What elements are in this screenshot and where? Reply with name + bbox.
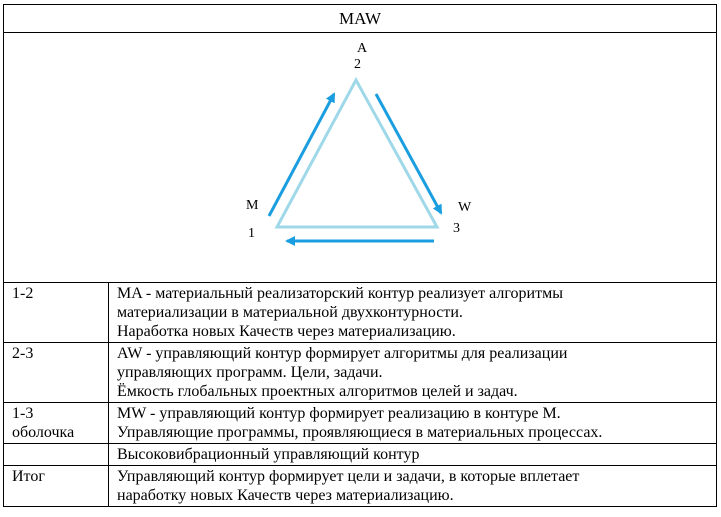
row-description: MA - материальный реализаторский контур реализует алгоритмы материализации в материальной двухконтурности. Наработка новых Качеств через материализацию.: [109, 283, 717, 343]
table-row: [4, 283, 717, 343]
table-row: [4, 466, 717, 507]
table-row: [4, 444, 717, 466]
row-code: Итог: [4, 466, 109, 507]
vertex-w-number: 3: [453, 221, 460, 236]
vertex-a-number: 2: [354, 57, 361, 72]
diagram-title: MAW: [3, 4, 717, 33]
row-description: AW - управляющий контур формирует алгоритмы для реализации управляющих программ. Цели, задачи. Ёмкость глобальных проектных алгоритмов целей и задач.: [109, 343, 717, 403]
row-description: Высоковибрационный управляющий контур: [109, 444, 717, 466]
row-code: 1-3 оболочка: [4, 403, 109, 444]
arrow-a-to-w: [376, 94, 441, 213]
row-description: Управляющий контур формирует цели и задачи, в которые вплетает наработку новых Качеств через материализацию.: [109, 466, 717, 507]
row-description: MW - управляющий контур формирует реализацию в контуре М. Управляющие программы, проявляющиеся в материальных процессах.: [109, 403, 717, 444]
table-row: [4, 343, 717, 403]
diagram-sheet: [3, 4, 717, 517]
triangle-diagram: [3, 32, 717, 282]
vertex-m-number: 1: [248, 226, 255, 241]
triangle-svg: [4, 32, 716, 282]
vertex-w-letter: W: [458, 200, 472, 215]
vertex-a-letter: A: [357, 41, 368, 56]
legend-table: [3, 282, 717, 507]
row-code: [4, 444, 109, 466]
row-code: 1-2: [4, 283, 109, 343]
row-code: 2-3: [4, 343, 109, 403]
table-row: [4, 403, 717, 444]
arrow-m-to-a: [269, 94, 334, 216]
vertex-m-letter: M: [246, 198, 259, 213]
